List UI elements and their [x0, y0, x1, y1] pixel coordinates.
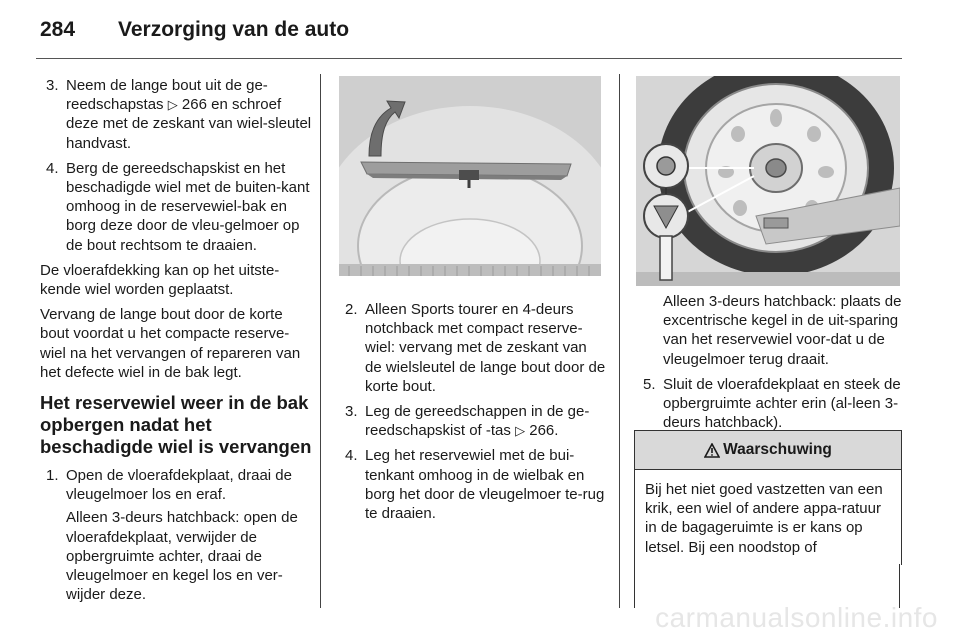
page-link[interactable]: 266.	[529, 422, 559, 440]
section-heading: Het reservewiel weer in de bak opbergen nadat het beschadigde wiel is vervangen	[40, 392, 312, 458]
column-1	[40, 76, 312, 608]
warning-text: Bij het niet goed vastzetten van een krik, een wiel of andere appa-ratuur in de bagageruimte is er kans op letsel. Bij een noodstop of	[645, 481, 883, 556]
paragraph: Vervang de lange bout door de korte bout voordat u het compacte reserve-wiel na het vervangen of repareren van het defecte wiel in de bak legt.	[40, 306, 301, 381]
page-number: 284	[40, 18, 76, 41]
list-item-note: Alleen 3-deurs hatchback: plaats de excentrische kegel in de uit-sparing van het reservewiel voor-dat u de vleugelmoer terug draait.	[663, 293, 902, 368]
warning-box	[634, 430, 902, 565]
warning-title: Waarschuwing	[723, 441, 832, 458]
warning-triangle-icon	[704, 443, 720, 458]
list-item-4: 4. Leg het reservewiel met de bui-tenkant omhoog in de wielbak en borg het door de vleugelmoer te-rug te draaien.	[345, 447, 605, 523]
list-item-1: 1. Open de vloerafdekplaat, draai de vleugelmoer los en eraf.	[46, 467, 292, 504]
page-title: Verzorging van de auto	[118, 18, 350, 41]
paragraph: De vloerafdekking kan op het uitste-kende wiel worden geplaatst.	[40, 261, 280, 299]
wheel-well-illustration	[339, 76, 601, 276]
page-reference-arrow-icon: ▷	[515, 423, 526, 439]
page-link[interactable]: 266	[181, 96, 207, 114]
list-item-note: Alleen 3-deurs hatchback: open de vloerafdekplaat, verwijder de opbergruimte achter, draai de vleugelmoer en kegel los en ver-wijder deze.	[66, 509, 298, 604]
figure-spare-wheel-cone	[636, 76, 900, 286]
list-item-4: 4. Berg de gereedschapskist en het beschadigde wiel met de buiten-kant omhoog in de reservewiel-bak en borg deze door de vleu-gelmoer op de bout rechtsom te draaien.	[46, 159, 310, 254]
figure-wheel-well-toolbox	[339, 76, 601, 276]
page-header	[40, 18, 349, 48]
column-divider-2	[619, 74, 620, 608]
header-divider	[36, 58, 902, 59]
warning-header	[635, 431, 901, 470]
page-reference-arrow-icon: ▷	[167, 97, 178, 113]
list-item-2: 2. Alleen Sports tourer en 4-deurs notchback met compact reserve-wiel: vervang met de zeskant van de wielsleutel de lange bout door de korte bout.	[345, 301, 606, 395]
column-2	[339, 300, 607, 529]
list-item-5: 5. Sluit de vloerafdekplaat en steek de opbergruimte achter erin (al-leen 3-deurs hatchback).	[643, 375, 901, 432]
column-divider-1	[320, 74, 321, 608]
watermark: carmanualsonline.info	[655, 602, 938, 633]
list-item-3: 3. Leg de gereedschappen in de ge-reedschapskist of -tas ▷ 266.	[345, 403, 590, 440]
list-item-3: 3. Neem de lange bout uit de ge-reedschapstas ▷ 266 en schroef deze met de zeskant van wiel-sleutel handvast.	[46, 77, 312, 152]
column-3	[637, 292, 903, 438]
spare-wheel-illustration	[636, 76, 900, 286]
